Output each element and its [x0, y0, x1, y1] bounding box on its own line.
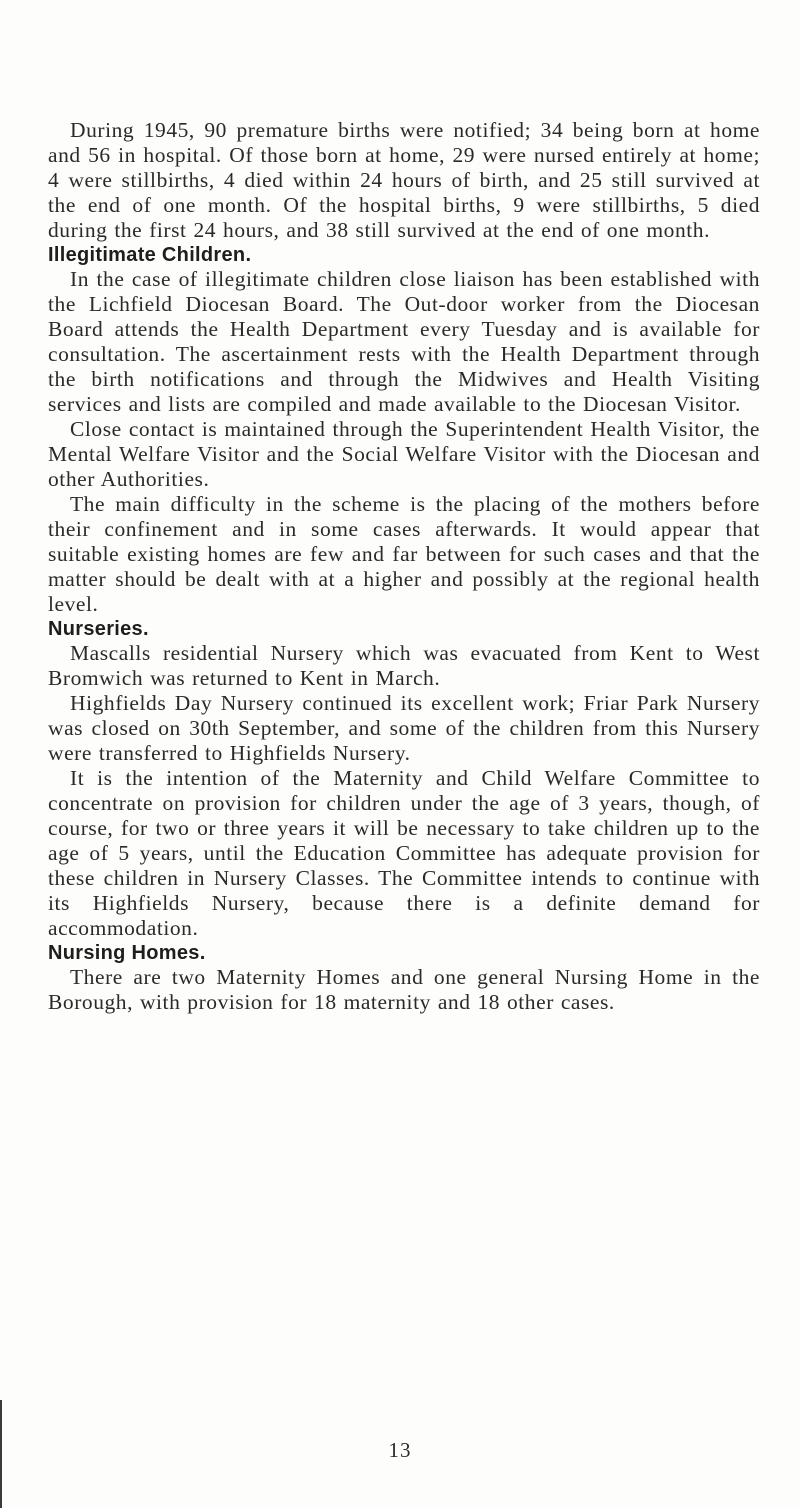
page-edge-rule: [0, 1400, 2, 1508]
nurseries-intention-paragraph: It is the intention of the Maternity and Child Welfare Committee to concentrate on provision for children under the age of 3 years, though, of course, for two or three years it will be necessary to take children up to the age of 5 years, until the Education Committee has adequate provision for these children in Nursery Classes. The Committee intends to continue with its Highfields Nursery, because there is a definite demand for accommodation.: [48, 766, 760, 940]
illegitimate-liaison-paragraph: In the case of illegitimate children close liaison has been established with the Lichfield Diocesan Board. The Out-door worker from the Diocesan Board attends the Health Department every Tuesday and is available for consultation. The ascertainment rests with the Health Department through the birth notifications and through the Midwives and Health Visiting services and lists are compiled and made available to the Diocesan Visitor.: [48, 267, 760, 416]
nurseries-highfields-paragraph: Highfields Day Nursery continued its excellent work; Friar Park Nursery was closed on 30th September, and some of the children from this Nursery were transferred to Highfields Nursery.: [48, 691, 760, 765]
illegitimate-contact-paragraph: Close contact is maintained through the Superintendent Health Visitor, the Mental Welfare Visitor and the Social Welfare Visitor with the Diocesan and other Authorities.: [48, 417, 760, 491]
page-number: 13: [388, 1438, 412, 1462]
nurseries-mascalls-paragraph: Mascalls residential Nursery which was evacuated from Kent to West Bromwich was returned to Kent in March.: [48, 641, 760, 690]
premature-births-paragraph: During 1945, 90 premature births were notified; 34 being born at home and 56 in hospital. Of those born at home, 29 were nursed entirely at home; 4 were stillbirths, 4 died within 24 hours of birth, and 25 still survived at the end of one month. Of the hospital births, 9 were stillbirths, 5 died during the first 24 hours, and 38 still survived at the end of one month.: [48, 118, 760, 242]
page-content: [48, 118, 760, 1015]
nursing-homes-paragraph: There are two Maternity Homes and one general Nursing Home in the Borough, with provision for 18 maternity and 18 other cases.: [48, 965, 760, 1014]
nurseries-heading: Nurseries.: [48, 618, 149, 640]
nursing-homes-heading: Nursing Homes.: [48, 942, 206, 964]
illegitimate-children-heading: Illegitimate Children.: [48, 244, 252, 266]
illegitimate-difficulty-paragraph: The main difficulty in the scheme is the placing of the mothers before their confinement and in some cases afterwards. It would appear that suitable existing homes are few and far between for such cases and that the matter should be dealt with at a higher and possibly at the regional health level.: [48, 492, 760, 616]
